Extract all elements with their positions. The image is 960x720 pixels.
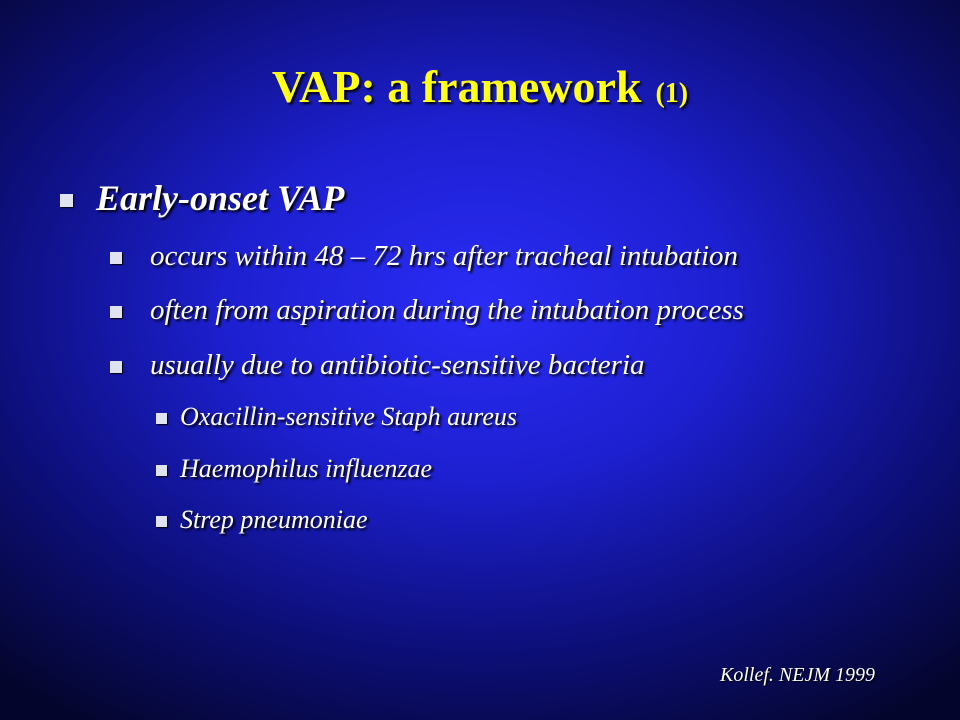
slide-title-text: VAP: a framework <box>271 61 642 112</box>
square-bullet-icon <box>156 413 167 424</box>
square-bullet-icon <box>156 516 167 527</box>
citation: Kollef. NEJM 1999 <box>720 664 875 686</box>
square-bullet-icon <box>110 361 122 373</box>
bullet-heading: Early-onset VAP <box>96 178 345 218</box>
slide-title-number: (1) <box>655 78 689 109</box>
bullet-point: often from aspiration during the intubation process <box>150 294 744 326</box>
slide-title <box>0 60 960 113</box>
sub-bullet-point: Oxacillin-sensitive Staph aureus <box>180 402 517 431</box>
bullet-point: usually due to antibiotic-sensitive bacteria <box>150 349 645 381</box>
square-bullet-icon <box>156 465 167 476</box>
square-bullet-icon <box>110 306 122 318</box>
sub-bullet-point: Strep pneumoniae <box>180 505 368 534</box>
square-bullet-icon <box>110 252 122 264</box>
bullet-point: occurs within 48 – 72 hrs after tracheal intubation <box>150 240 739 272</box>
square-bullet-icon <box>60 194 73 207</box>
sub-bullet-point: Haemophilus influenzae <box>180 454 433 483</box>
